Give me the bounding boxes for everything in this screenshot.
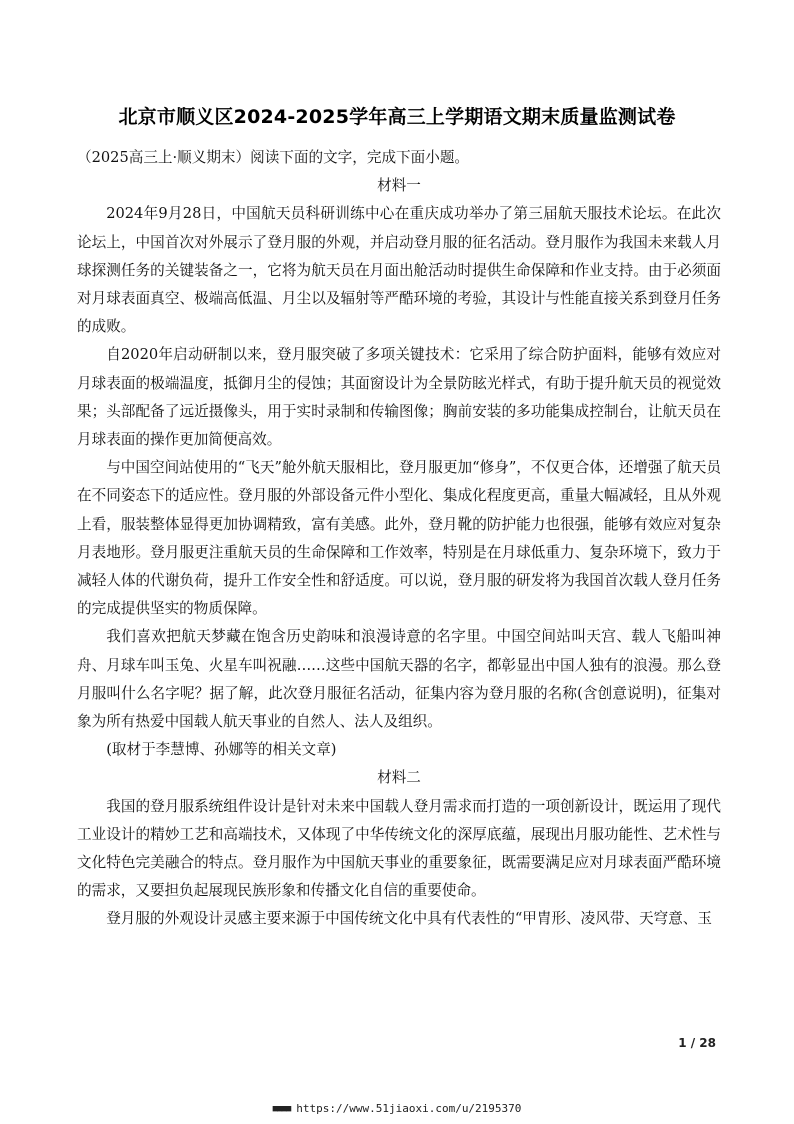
material-one-paragraph: 我们喜欢把航天梦藏在饱含历史韵味和浪漫诗意的名字里。中国空间站叫天宫、载人飞船叫神舟、月球车叫玉兔、火星车叫祝融……这些中国航天器的名字，都彰显出中国人独有的浪漫。那么登月服叫什么名字呢？据了解，此次登月服征名活动，征集内容为登月服的名称(含创意说明)，征集对象为所有热爱中国载人航天事业的自然人、法人及组织。 [77,628,721,731]
document-body [77,144,721,934]
material-one-source: (取材于李慧博、孙娜等的相关文章) [106,741,337,759]
material-one-heading: 材料一 [377,177,421,195]
page-number: 1 / 28 [678,1036,716,1050]
footer-bar [0,1102,794,1115]
material-two-heading: 材料二 [377,769,421,787]
intro-text: （2025高三上·顺义期末）阅读下面的文字，完成下面小题。 [77,149,470,166]
material-two-paragraph: 我国的登月服系统组件设计是针对未来中国载人登月需求而打造的一项创新设计，既运用了现代工业设计的精妙工艺和高端技术，又体现了中华传统文化的深厚底蕴，展现出月服功能性、艺术性与文化特色完美融合的特点。登月服作为中国航天事业的重要象征，既需要满足应对月球表面严酷环境的需求，又要担负起展现民族形象和传播文化自信的重要使命。 [77,797,721,900]
document-title: 北京市顺义区2024-2025学年高三上学期语文期末质量监测试卷 [118,106,676,128]
material-one-paragraph: 2024年9月28日，中国航天员科研训练中心在重庆成功举办了第三届航天服技术论坛。在此次论坛上，中国首次对外展示了登月服的外观，并启动登月服的征名活动。登月服作为我国未来载人月球探测任务的关键装备之一，它将为航天员在月面出舱活动时提供生命保障和作业支持。由于必须面对月球表面真空、极端高低温、月尘以及辐射等严酷环境的考验，其设计与性能直接关系到登月任务的成败。 [77,205,721,336]
footer-link[interactable]: https://www.51jiaoxi.com/u/2195370 [296,1102,522,1115]
material-two-paragraph: 登月服的外观设计灵感主要来源于中国传统文化中具有代表性的“甲胄形、凌风带、天穹意、玉 [106,910,712,928]
material-one-paragraph: 与中国空间站使用的“飞天”舱外航天服相比，登月服更加“修身”，不仅更合体，还增强了航天员在不同姿态下的适应性。登月服的外部设备元件小型化、集成化程度更高，重量大幅减轻，且从外观上看，服装整体显得更加协调精致，富有美感。此外，登月靴的防护能力也很强，能够有效应对复杂月表地形。登月服更注重航天员的生命保障和工作效率，特别是在月球低重力、复杂环境下，致力于减轻人体的代谢负荷，提升工作安全性和舒适度。可以说，登月服的研发将为我国首次载人登月任务的完成提供坚实的物质保障。 [77,459,721,618]
material-one-paragraph: 自2020年启动研制以来，登月服突破了多项关键技术：它采用了综合防护面料，能够有效应对月球表面的极端温度，抵御月尘的侵蚀；其面窗设计为全景防眩光样式，有助于提升航天员的视觉效果；头部配备了远近摄像头，用于实时录制和传输图像；胸前安装的多功能集成控制台，让航天员在月球表面的操作更加简便高效。 [77,346,721,449]
footer-logo-icon: ■■■■ [272,1104,291,1114]
